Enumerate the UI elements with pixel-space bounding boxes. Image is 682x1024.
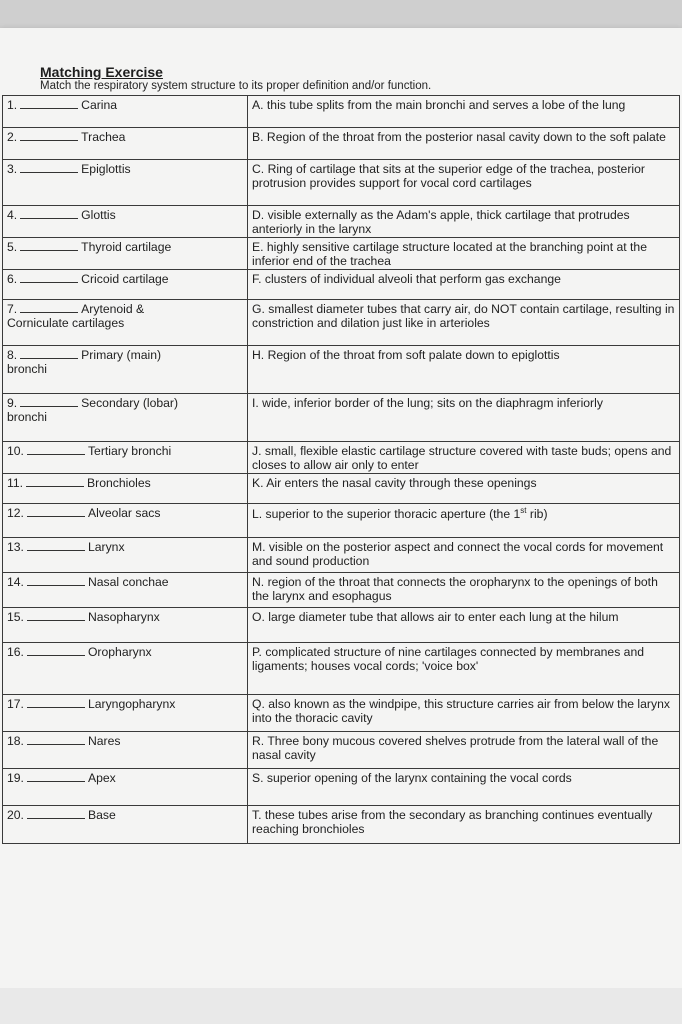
- structure-cell: [3, 270, 248, 300]
- item-number: 11.: [7, 476, 24, 491]
- structure-name-cont: bronchi: [7, 410, 47, 425]
- structure-name: Larynx: [87, 540, 125, 555]
- answer-blank[interactable]: [27, 444, 85, 455]
- definition-cell: M. visible on the posterior aspect and connect the vocal cords for movement and sound production: [248, 538, 680, 573]
- definition-cell: G. smallest diameter tubes that carry air, do NOT contain cartilage, resulting in constriction and dilation just like in arterioles: [248, 300, 680, 346]
- item-number: 7.: [7, 302, 18, 317]
- table-row: [3, 474, 680, 504]
- answer-blank[interactable]: [20, 240, 78, 251]
- item-number: 9.: [7, 396, 18, 411]
- structure-cell: [3, 128, 248, 160]
- structure-cell: [3, 538, 248, 573]
- structure-cell: [3, 394, 248, 442]
- table-row: [3, 442, 680, 474]
- structure-cell: [3, 806, 248, 844]
- structure-name: Glottis: [81, 208, 116, 222]
- structure-name-cont: Corniculate cartilages: [7, 316, 125, 331]
- item-number: 20.: [7, 808, 24, 823]
- answer-blank[interactable]: [26, 476, 84, 487]
- structure-cell: [3, 732, 248, 769]
- table-row: [3, 238, 680, 270]
- item-number: 6.: [7, 272, 18, 287]
- item-number: 14.: [7, 575, 24, 590]
- item-number: 17.: [7, 697, 24, 712]
- item-number: 1.: [7, 98, 18, 112]
- worksheet-page: [0, 28, 682, 988]
- structure-name: Base: [87, 808, 116, 823]
- definition-cell: I. wide, inferior border of the lung; sits on the diaphragm inferiorly: [248, 394, 680, 442]
- table-row: [3, 608, 680, 643]
- definition-cell: Q. also known as the windpipe, this structure carries air from below the larynx into the thoracic cavity: [248, 695, 680, 732]
- table-row: [3, 504, 680, 538]
- answer-blank[interactable]: [20, 302, 78, 313]
- item-number: 3.: [7, 162, 18, 176]
- structure-name: Primary (main): [81, 348, 162, 363]
- structure-name: Arytenoid &: [81, 302, 145, 317]
- answer-blank[interactable]: [27, 610, 85, 621]
- structure-name: Alveolar sacs: [87, 506, 161, 521]
- structure-name: Oropharynx: [87, 645, 152, 660]
- structure-cell: [3, 346, 248, 394]
- item-number: 15.: [7, 610, 24, 625]
- item-number: 12.: [7, 506, 24, 521]
- table-row: [3, 695, 680, 732]
- table-row: [3, 270, 680, 300]
- item-number: 19.: [7, 771, 24, 786]
- definition-cell: E. highly sensitive cartilage structure located at the branching point at the inferior end of the trachea: [248, 238, 680, 270]
- background-surface: [0, 988, 682, 1024]
- table-row: [3, 206, 680, 238]
- structure-cell: [3, 573, 248, 608]
- structure-name: Cricoid cartilage: [81, 272, 169, 287]
- structure-name: Secondary (lobar): [81, 396, 179, 411]
- structure-name: Trachea: [81, 130, 126, 144]
- structure-cell: [3, 769, 248, 806]
- structure-cell: [3, 300, 248, 346]
- instructions: Match the respiratory system structure to its proper definition and/or function.: [40, 80, 432, 92]
- table-row: [3, 346, 680, 394]
- definition-cell: F. clusters of individual alveoli that perform gas exchange: [248, 270, 680, 300]
- item-number: 4.: [7, 208, 18, 222]
- answer-blank[interactable]: [20, 208, 78, 219]
- structure-name: Nares: [87, 734, 121, 749]
- table-row: [3, 643, 680, 695]
- table-row: [3, 769, 680, 806]
- definition-cell: K. Air enters the nasal cavity through these openings: [248, 474, 680, 504]
- answer-blank[interactable]: [20, 130, 78, 141]
- structure-name: Carina: [81, 98, 118, 112]
- answer-blank[interactable]: [20, 348, 78, 359]
- answer-blank[interactable]: [27, 575, 85, 586]
- item-number: 16.: [7, 645, 24, 660]
- definition-cell: S. superior opening of the larynx containing the vocal cords: [248, 769, 680, 806]
- structure-name: Bronchioles: [87, 476, 151, 491]
- answer-blank[interactable]: [20, 162, 78, 173]
- definition-cell: T. these tubes arise from the secondary as branching continues eventually reaching bronchioles: [248, 806, 680, 844]
- table-row: [3, 732, 680, 769]
- structure-cell: [3, 96, 248, 128]
- answer-blank[interactable]: [27, 540, 85, 551]
- structure-cell: [3, 643, 248, 695]
- item-number: 13.: [7, 540, 24, 555]
- definition-text: L. superior to the superior thoracic aperture (the 1: [252, 507, 521, 522]
- answer-blank[interactable]: [20, 396, 78, 407]
- structure-name: Laryngopharynx: [87, 697, 176, 712]
- structure-cell: [3, 238, 248, 270]
- structure-name: Apex: [87, 771, 116, 786]
- structure-cell: [3, 608, 248, 643]
- structure-cell: [3, 695, 248, 732]
- definition-text-end: rib): [526, 507, 548, 522]
- answer-blank[interactable]: [20, 98, 78, 109]
- answer-blank[interactable]: [27, 697, 85, 708]
- structure-name-cont: bronchi: [7, 362, 47, 377]
- definition-cell: O. large diameter tube that allows air to enter each lung at the hilum: [248, 608, 680, 643]
- definition-cell: C. Ring of cartilage that sits at the superior edge of the trachea, posterior protrusion provides support for vocal cord cartilages: [248, 160, 680, 206]
- table-row: [3, 128, 680, 160]
- structure-cell: [3, 474, 248, 504]
- definition-cell: P. complicated structure of nine cartilages connected by membranes and ligaments; houses vocal cords; 'voice box': [248, 643, 680, 695]
- superscript: st: [520, 506, 527, 516]
- definition-cell: B. Region of the throat from the posterior nasal cavity down to the soft palate: [248, 128, 680, 160]
- item-number: 8.: [7, 348, 18, 363]
- definition-cell: R. Three bony mucous covered shelves protrude from the lateral wall of the nasal cavity: [248, 732, 680, 769]
- structure-cell: [3, 160, 248, 206]
- structure-name: Epiglottis: [81, 162, 131, 176]
- structure-name: Nasopharynx: [87, 610, 160, 625]
- definition-cell: D. visible externally as the Adam's apple, thick cartilage that protrudes anteriorly in the larynx: [248, 206, 680, 238]
- structure-name: Thyroid cartilage: [81, 240, 172, 255]
- definition-cell: A. this tube splits from the main bronchi and serves a lobe of the lung: [248, 96, 680, 128]
- definition-cell: N. region of the throat that connects the oropharynx to the openings of both the larynx and esophagus: [248, 573, 680, 608]
- structure-cell: [3, 504, 248, 538]
- answer-blank[interactable]: [27, 808, 85, 819]
- answer-blank[interactable]: [27, 771, 85, 782]
- table-row: [3, 394, 680, 442]
- item-number: 2.: [7, 130, 18, 144]
- table-row: [3, 538, 680, 573]
- matching-table: [2, 95, 680, 844]
- table-row: [3, 160, 680, 206]
- page-title: Matching Exercise: [40, 64, 163, 80]
- answer-blank[interactable]: [27, 645, 85, 656]
- structure-name: Nasal conchae: [87, 575, 169, 590]
- table-row: [3, 806, 680, 844]
- definition-cell: H. Region of the throat from soft palate down to epiglottis: [248, 346, 680, 394]
- structure-cell: [3, 442, 248, 474]
- structure-cell: [3, 206, 248, 238]
- definition-cell: [248, 504, 680, 538]
- item-number: 5.: [7, 240, 18, 255]
- table-row: [3, 300, 680, 346]
- definition-cell: J. small, flexible elastic cartilage structure covered with taste buds; opens and closes to allow air only to enter: [248, 442, 680, 474]
- item-number: 10.: [7, 444, 24, 459]
- structure-name: Tertiary bronchi: [87, 444, 172, 459]
- table-row: [3, 573, 680, 608]
- table-row: [3, 96, 680, 128]
- answer-blank[interactable]: [20, 272, 78, 283]
- answer-blank[interactable]: [27, 734, 85, 745]
- item-number: 18.: [7, 734, 24, 749]
- answer-blank[interactable]: [27, 506, 85, 517]
